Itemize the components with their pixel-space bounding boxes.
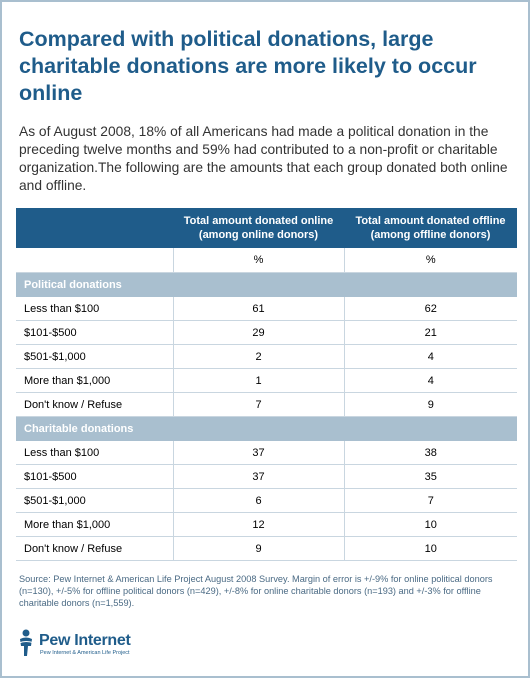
section-row: [16, 417, 517, 441]
section-label: Charitable donations: [16, 417, 517, 441]
row-label: More than $1,000: [16, 369, 173, 393]
cell-offline: 21: [344, 321, 517, 345]
cell-offline: 38: [344, 441, 517, 465]
row-label: $101-$500: [16, 465, 173, 489]
unit-online: %: [173, 248, 344, 273]
section-label: Political donations: [16, 273, 517, 297]
cell-online: 37: [173, 441, 344, 465]
cell-offline: 4: [344, 345, 517, 369]
unit-row: [16, 248, 517, 273]
header-online: Total amount donated online (among online donors): [173, 208, 344, 248]
unit-offline: %: [344, 248, 517, 273]
table-row: [16, 297, 517, 321]
cell-online: 7: [173, 393, 344, 417]
cell-offline: 9: [344, 393, 517, 417]
row-label: $501-$1,000: [16, 345, 173, 369]
table-row: [16, 321, 517, 345]
section-row: [16, 273, 517, 297]
row-label: $501-$1,000: [16, 489, 173, 513]
cell-offline: 4: [344, 369, 517, 393]
logo-tagline: Pew Internet & American Life Project: [40, 650, 130, 656]
table-row: [16, 345, 517, 369]
cell-offline: 62: [344, 297, 517, 321]
row-label: Less than $100: [16, 297, 173, 321]
row-label: More than $1,000: [16, 513, 173, 537]
cell-offline: 35: [344, 465, 517, 489]
row-label: Less than $100: [16, 441, 173, 465]
cell-online: 29: [173, 321, 344, 345]
table-row: [16, 513, 517, 537]
table-row: [16, 465, 517, 489]
table-row: [16, 393, 517, 417]
table-header-row: [16, 208, 517, 248]
chart-title: Compared with political donations, large charitable donations are more likely to occur online: [19, 27, 477, 105]
source-note: Source: Pew Internet & American Life Project August 2008 Survey. Margin of error is +/-9% for online political donors (n=130), +/-5% for offline political donors (n=429), +/-8% for online charitable donors (n=193) and +/-3% for offline charitable donors (n=1,559).: [19, 574, 493, 608]
donations-table: [16, 208, 517, 561]
table-row: [16, 537, 517, 561]
pew-internet-logo: [17, 629, 177, 659]
cell-online: 61: [173, 297, 344, 321]
header-offline: Total amount donated offline (among offline donors): [344, 208, 517, 248]
row-label: Don't know / Refuse: [16, 537, 173, 561]
table-row: [16, 489, 517, 513]
table-row: [16, 441, 517, 465]
cell-offline: 10: [344, 513, 517, 537]
table-row: [16, 369, 517, 393]
row-label: Don't know / Refuse: [16, 393, 173, 417]
cell-offline: 7: [344, 489, 517, 513]
logo-name: Pew Internet: [39, 632, 131, 649]
intro-text: As of August 2008, 18% of all Americans had made a political donation in the preceding twelve months and 59% had contributed to a non-profit or charitable organization.The following are the amounts that each group donated both online and offline.: [19, 124, 508, 193]
unit-label: [16, 248, 173, 273]
cell-online: 2: [173, 345, 344, 369]
pew-figure-logo-icon: [17, 629, 37, 657]
cell-offline: 10: [344, 537, 517, 561]
cell-online: 37: [173, 465, 344, 489]
cell-online: 12: [173, 513, 344, 537]
cell-online: 1: [173, 369, 344, 393]
cell-online: 9: [173, 537, 344, 561]
cell-online: 6: [173, 489, 344, 513]
header-blank: [16, 208, 173, 248]
row-label: $101-$500: [16, 321, 173, 345]
